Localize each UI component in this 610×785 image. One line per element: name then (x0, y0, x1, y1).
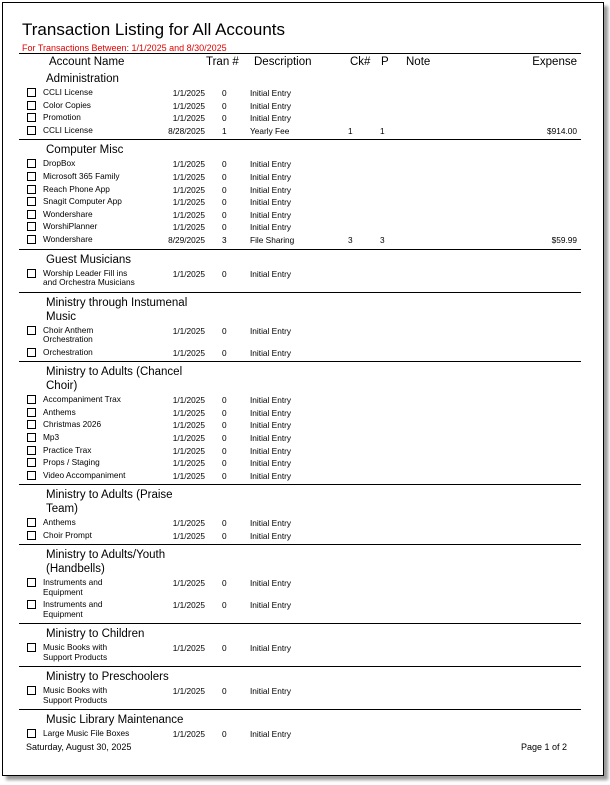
row-checkbox[interactable] (27, 235, 36, 244)
description-cell: Initial Entry (250, 432, 292, 443)
transaction-row (19, 125, 581, 138)
row-checkbox[interactable] (27, 446, 36, 455)
account-name-cell: Music Books with Support Products (43, 642, 108, 663)
date-cell: 1/1/2025 (172, 458, 205, 469)
account-name-cell: Large Music File Boxes (43, 728, 130, 739)
account-name-cell: Choir Prompt (43, 529, 92, 540)
account-name-cell: Worship Leader Fill ins and Orchestra Musicians (43, 267, 135, 288)
account-name-cell: CCLI License (43, 124, 93, 135)
account-name-cell: CCLI License (43, 87, 93, 97)
tran-number-cell: 0 (222, 222, 227, 233)
account-name-cell: DropBox (43, 158, 76, 169)
p-cell: 1 (380, 125, 385, 136)
tran-number-cell: 0 (222, 184, 227, 195)
transaction-row (19, 209, 581, 222)
account-name-cell: Video Accompaniment (43, 469, 126, 480)
transaction-row (19, 158, 581, 171)
row-checkbox[interactable] (27, 408, 36, 417)
tran-number-cell: 0 (222, 600, 227, 611)
description-cell: Initial Entry (250, 600, 292, 611)
account-group (19, 69, 581, 137)
description-cell: File Sharing (250, 234, 295, 245)
tran-number-cell: 0 (222, 578, 227, 589)
row-checkbox[interactable] (27, 101, 36, 110)
account-name-cell: Instruments and Equipment (43, 577, 103, 598)
account-name-cell: Wondershare (43, 233, 93, 244)
tran-number-cell: 3 (222, 234, 227, 245)
tran-number-cell: 0 (222, 420, 227, 431)
report-title: Transaction Listing for All Accounts (22, 20, 286, 39)
date-cell: 1/1/2025 (172, 578, 205, 589)
account-name-cell: Reach Phone App (43, 183, 110, 194)
account-name-cell: Accompaniment Trax (43, 394, 121, 405)
description-cell: Initial Entry (250, 268, 292, 279)
account-group-title: Guest Musicians (46, 253, 132, 266)
row-checkbox[interactable] (27, 518, 36, 527)
row-checkbox[interactable] (27, 420, 36, 429)
tran-number-cell: 0 (222, 325, 227, 336)
account-group-title: Ministry to Adults (Chancel Choir) (46, 366, 183, 393)
description-cell: Initial Entry (250, 197, 292, 208)
row-checkbox[interactable] (27, 222, 36, 231)
account-name-cell: Promotion (43, 112, 81, 123)
account-name-cell: Christmas 2026 (43, 419, 102, 430)
row-checkbox[interactable] (27, 326, 36, 335)
column-header-p: P (381, 56, 389, 68)
row-checkbox[interactable] (27, 269, 36, 278)
row-checkbox[interactable] (27, 395, 36, 404)
description-cell: Initial Entry (250, 209, 292, 220)
transaction-row (19, 394, 581, 407)
row-checkbox[interactable] (27, 159, 36, 168)
account-name-cell: Props / Staging (43, 457, 100, 468)
tran-number-cell: 0 (222, 686, 227, 697)
description-cell: Initial Entry (250, 729, 292, 740)
date-cell: 1/1/2025 (172, 113, 205, 124)
account-group (19, 249, 581, 290)
column-header-description: Description (254, 56, 312, 68)
expense-cell: $59.99 (551, 234, 577, 245)
transaction-row (19, 517, 581, 530)
check-number-cell: 1 (348, 125, 353, 136)
description-cell: Initial Entry (250, 686, 292, 697)
date-cell: 1/1/2025 (172, 325, 205, 336)
transaction-row (19, 419, 581, 432)
description-cell: Initial Entry (250, 88, 292, 98)
date-cell: 1/1/2025 (172, 184, 205, 195)
description-cell: Initial Entry (250, 518, 292, 529)
account-name-cell: Orchestration (43, 346, 93, 357)
transaction-groups (19, 69, 581, 741)
account-name-cell: Music Books with Support Products (43, 685, 108, 706)
tran-number-cell: 0 (222, 159, 227, 170)
date-cell: 1/1/2025 (172, 100, 205, 111)
date-cell: 8/28/2025 (168, 125, 205, 136)
tran-number-cell: 0 (222, 458, 227, 469)
date-cell: 1/1/2025 (172, 445, 205, 456)
row-checkbox[interactable] (27, 210, 36, 219)
column-header-note: Note (406, 56, 431, 68)
row-checkbox[interactable] (27, 729, 36, 738)
row-checkbox[interactable] (27, 433, 36, 442)
report-subtitle: For Transactions Between: 1/1/2025 and 8/30/2025 (22, 43, 227, 53)
date-cell: 1/1/2025 (172, 407, 205, 418)
transaction-row (19, 184, 581, 197)
date-cell: 8/29/2025 (168, 234, 205, 245)
transaction-row (19, 268, 581, 290)
description-cell: Initial Entry (250, 347, 292, 358)
transaction-row (19, 221, 581, 234)
description-cell: Initial Entry (250, 222, 292, 233)
transaction-row (19, 112, 581, 125)
account-group (19, 544, 581, 621)
account-group (19, 361, 581, 482)
description-cell: Initial Entry (250, 420, 292, 431)
date-cell: 1/1/2025 (172, 222, 205, 233)
transaction-row (19, 642, 581, 664)
tran-number-cell: 0 (222, 470, 227, 481)
column-header-expense: Expense (532, 56, 577, 68)
account-group (19, 484, 581, 542)
column-header-tran: Tran # (206, 56, 239, 68)
account-name-cell: Anthems (43, 517, 76, 528)
transaction-row (19, 171, 581, 184)
transaction-row (19, 432, 581, 445)
description-cell: Initial Entry (250, 395, 292, 406)
transaction-row (19, 470, 581, 483)
transaction-row (19, 457, 581, 470)
date-cell: 1/1/2025 (172, 643, 205, 654)
transaction-row (19, 445, 581, 458)
transaction-row (19, 577, 581, 599)
row-checkbox[interactable] (27, 531, 36, 540)
description-cell: Initial Entry (250, 184, 292, 195)
account-group-title: Computer Misc (46, 144, 124, 157)
transaction-row (19, 728, 581, 741)
date-cell: 1/1/2025 (172, 347, 205, 358)
account-name-cell: Snagit Computer App (43, 196, 122, 207)
account-group-title: Music Library Maintenance (46, 714, 184, 727)
tran-number-cell: 0 (222, 518, 227, 529)
date-cell: 1/1/2025 (172, 197, 205, 208)
date-cell: 1/1/2025 (172, 209, 205, 220)
account-group (19, 666, 581, 707)
row-checkbox[interactable] (27, 348, 36, 357)
date-cell: 1/1/2025 (172, 159, 205, 170)
account-name-cell: Wondershare (43, 208, 93, 219)
check-number-cell: 3 (348, 234, 353, 245)
tran-number-cell: 0 (222, 171, 227, 182)
transaction-row (19, 685, 581, 707)
report-page (2, 2, 604, 776)
transaction-row (19, 325, 581, 347)
description-cell: Initial Entry (250, 325, 292, 336)
description-cell: Initial Entry (250, 100, 292, 111)
tran-number-cell: 0 (222, 395, 227, 406)
tran-number-cell: 0 (222, 197, 227, 208)
row-checkbox[interactable] (27, 185, 36, 194)
date-cell: 1/1/2025 (172, 171, 205, 182)
description-cell: Yearly Fee (250, 125, 290, 136)
account-group-title: Ministry to Adults/Youth (Handbells) (46, 549, 166, 576)
transaction-row (19, 530, 581, 543)
date-cell: 1/1/2025 (172, 395, 205, 406)
row-checkbox[interactable] (27, 578, 36, 587)
row-checkbox[interactable] (27, 113, 36, 122)
date-cell: 1/1/2025 (172, 518, 205, 529)
date-cell: 1/1/2025 (172, 729, 205, 740)
tran-number-cell: 0 (222, 100, 227, 111)
description-cell: Initial Entry (250, 458, 292, 469)
description-cell: Initial Entry (250, 470, 292, 481)
description-cell: Initial Entry (250, 643, 292, 654)
account-group (19, 709, 581, 741)
tran-number-cell: 0 (222, 643, 227, 654)
row-checkbox[interactable] (27, 643, 36, 652)
account-group (19, 292, 581, 360)
tran-number-cell: 0 (222, 113, 227, 124)
account-name-cell: Microsoft 365 Family (43, 170, 120, 181)
account-name-cell: Anthems (43, 406, 76, 417)
transaction-row (19, 234, 581, 247)
date-cell: 1/1/2025 (172, 686, 205, 697)
row-checkbox[interactable] (27, 600, 36, 609)
row-checkbox[interactable] (27, 88, 36, 97)
account-name-cell: Choir Anthem Orchestration (43, 324, 94, 345)
column-header-row (19, 53, 581, 70)
tran-number-cell: 0 (222, 88, 227, 98)
column-header-ck: Ck# (350, 56, 371, 68)
account-name-cell: Color Copies (43, 99, 91, 110)
tran-number-cell: 0 (222, 432, 227, 443)
tran-number-cell: 0 (222, 407, 227, 418)
transaction-row (19, 196, 581, 209)
tran-number-cell: 0 (222, 209, 227, 220)
footer-date: Saturday, August 30, 2025 (26, 742, 132, 752)
row-checkbox[interactable] (27, 686, 36, 695)
date-cell: 1/1/2025 (172, 470, 205, 481)
description-cell: Initial Entry (250, 407, 292, 418)
transaction-row (19, 599, 581, 621)
row-checkbox[interactable] (27, 172, 36, 181)
transaction-row (19, 347, 581, 360)
tran-number-cell: 1 (222, 125, 227, 136)
account-name-cell: Practice Trax (43, 444, 92, 455)
tran-number-cell: 0 (222, 268, 227, 279)
date-cell: 1/1/2025 (172, 88, 205, 98)
row-checkbox[interactable] (27, 458, 36, 467)
transaction-row (19, 87, 581, 100)
description-cell: Initial Entry (250, 113, 292, 124)
description-cell: Initial Entry (250, 159, 292, 170)
row-checkbox[interactable] (27, 197, 36, 206)
date-cell: 1/1/2025 (172, 420, 205, 431)
tran-number-cell: 0 (222, 347, 227, 358)
account-group (19, 139, 581, 246)
account-group-title: Ministry through Instumenal Music (46, 296, 188, 323)
transaction-row (19, 100, 581, 113)
footer-page-number: Page 1 of 2 (521, 742, 568, 752)
tran-number-cell: 0 (222, 729, 227, 740)
expense-cell: $914.00 (547, 125, 577, 136)
tran-number-cell: 0 (222, 445, 227, 456)
account-group-title: Administration (46, 73, 119, 85)
transaction-row (19, 407, 581, 420)
column-header-account-name: Account Name (49, 56, 125, 68)
account-name-cell: Instruments and Equipment (43, 599, 103, 620)
account-group-title: Ministry to Children (46, 628, 145, 641)
description-cell: Initial Entry (250, 445, 292, 456)
account-name-cell: WorshiPlanner (43, 221, 98, 232)
description-cell: Initial Entry (250, 578, 292, 589)
description-cell: Initial Entry (250, 530, 292, 541)
tran-number-cell: 0 (222, 530, 227, 541)
date-cell: 1/1/2025 (172, 432, 205, 443)
row-checkbox[interactable] (27, 471, 36, 480)
date-cell: 1/1/2025 (172, 268, 205, 279)
row-checkbox[interactable] (27, 126, 36, 135)
account-group-title: Ministry to Adults (Praise Team) (46, 489, 173, 516)
description-cell: Initial Entry (250, 171, 292, 182)
p-cell: 3 (380, 234, 385, 245)
account-group-title: Ministry to Preschoolers (46, 671, 169, 684)
date-cell: 1/1/2025 (172, 530, 205, 541)
account-group (19, 623, 581, 664)
account-name-cell: Mp3 (43, 431, 60, 442)
date-cell: 1/1/2025 (172, 600, 205, 611)
